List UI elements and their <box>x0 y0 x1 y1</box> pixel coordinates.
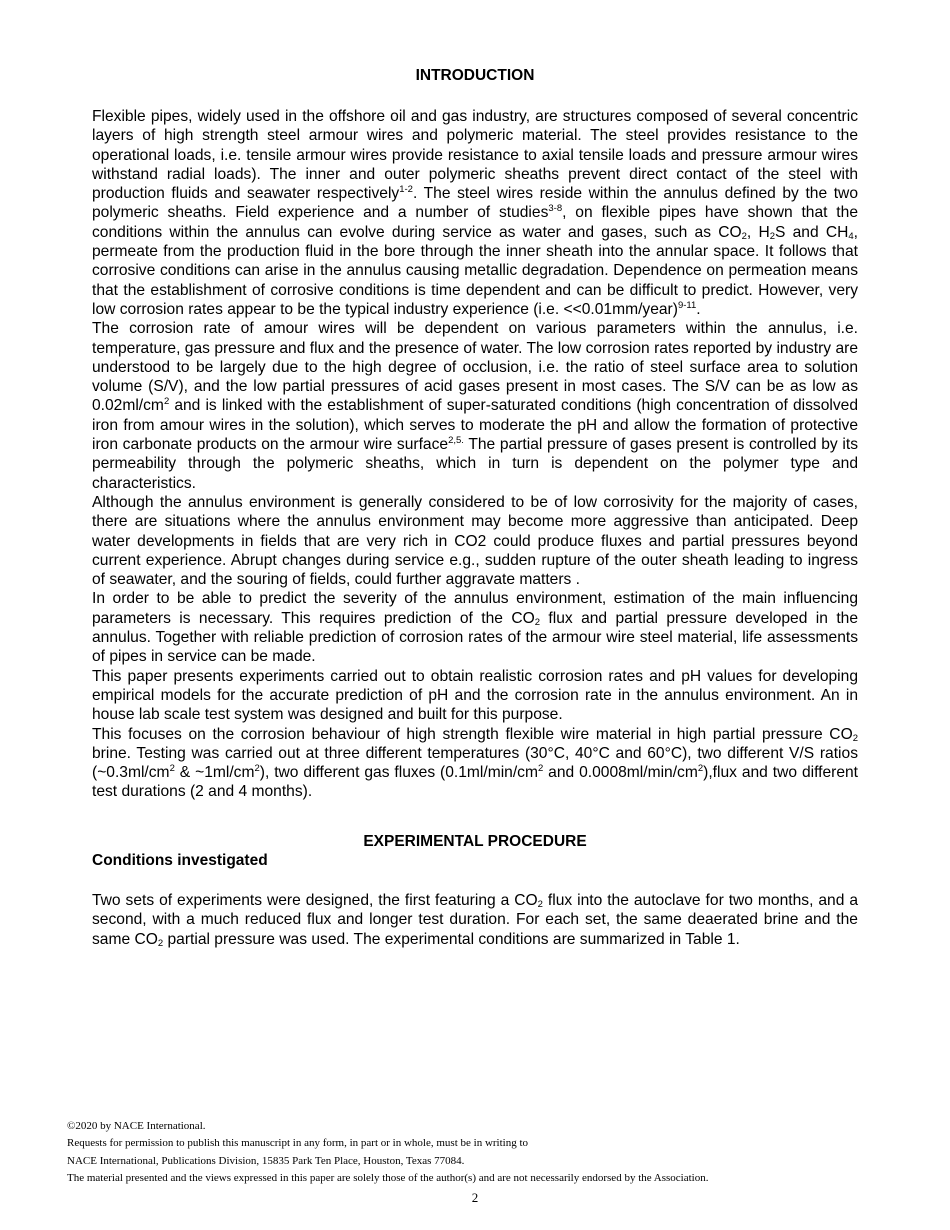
superscript: 2 <box>169 763 175 775</box>
introduction-heading: INTRODUCTION <box>415 67 535 84</box>
paragraph: Two sets of experiments were designed, the first featuring a $CO_2$ flux into the autoclave for two months, and a second, with a much reduced flux and longer test duration. For each set, the same deaerated brine and the same $CO_2$ partial pressure was used. The experimental conditions are summarized in Table 1. <box>92 892 858 949</box>
subscript: 2 <box>534 616 541 628</box>
superscript: 2 <box>697 763 704 775</box>
subscript: 2 <box>852 732 858 744</box>
paragraph: In order to be able to predict the severity of the annulus environment, estimation of the main influencing parameters is necessary. This requires prediction of the $CO_2$ flux and partial pressure developed in the annulus. Together with reliable prediction of corrosion rates of the armour wire steel material, life assessments of pipes in service can be made. <box>92 590 858 666</box>
subscript: 2 <box>537 899 543 910</box>
superscript: 1-2 <box>399 184 413 196</box>
conditions-subheading: Conditions investigated <box>92 852 268 869</box>
introduction-body <box>92 107 858 802</box>
subscript: 2 <box>741 230 747 242</box>
page-number: 2 <box>471 1190 479 1205</box>
paragraph: Although the annulus environment is generally considered to be of low corrosivity for the majority of cases, there are situations where the annulus environment may become more aggressive than anticipated. Deep water developments in fields that are very rich in CO2 could produce fluxes and partial pressures beyond current experience. Abrupt changes during service e.g., sudden rupture of the outer sheath leading to ingress of seawater, and the souring of fields, could further aggravate matters . <box>92 493 858 589</box>
subscript: 2 <box>769 230 776 242</box>
footer-address: NACE International, Publications Division, 15835 Park Ten Place, Houston, Texas 77084. <box>67 1154 465 1167</box>
superscript: 2,5. <box>448 435 464 447</box>
experimental-body <box>92 891 858 949</box>
footer-disclaimer: The material presented and the views expressed in this paper are solely those of the author(s) and are not necessarily endorsed by the Association. <box>67 1171 709 1184</box>
paragraph: This paper presents experiments carried out to obtain realistic corrosion rates and pH values for developing empirical models for the accurate prediction of pH and the corrosion rate in the annulus environment. An in house lab scale test system was designed and built for this purpose. <box>92 667 858 724</box>
footer-permission: Requests for permission to publish this manuscript in any form, in part or in whole, must be in writing to <box>67 1137 529 1150</box>
paragraph: This focuses on the corrosion behaviour of high strength flexible wire material in high partial pressure $CO_2$ brine. Testing was carried out at three different temperatures (30°C, 40°C and 60°C), two different V/S ratios ($\sim 0.3ml/cm^2$ & $\sim 1ml/cm^2$), two different gas fluxes ($0.1ml/\min/cm^2$ and $0.0008ml/\min/cm^2),flux$ and two different test durations (2 and 4 months). <box>92 725 859 801</box>
paragraph: Flexible pipes, widely used in the offshore oil and gas industry, are structures composed of several concentric layers of high strength steel armour wires and polymeric material. The steel provides resistance to the operational loads, i.e. tensile armour wires provide resistance to axial tensile loads and pressure armour wires withstand radial loads). The inner and outer polymeric sheaths prevent direct contact of the steel with production fluids and seawater respectively$^{1-2}$. The steel wires reside within the annulus defined by the two polymeric sheaths. Field experience and a number of studies$^{3-8}$, on flexible pipes have shown that the conditions within the annulus can evolve during service as water and gases, such as $CO_2$, $H_2S$ and $CH_4$, permeate from the production fluid in the bore through the inner sheath into the annular space. It follows that corrosive conditions can arise in the annulus causing metallic degradation. Dependence on permeation means that the establishment of corrosive conditions is time dependent and can be difficult to predict. However, very low corrosion rates appear to be the typical industry experience (i.e. <<0.01mm/year)$^{9-11}$. <box>92 108 859 318</box>
subscript: 2 <box>157 937 164 949</box>
footer <box>67 1118 887 1187</box>
superscript: 9-11 <box>677 299 697 311</box>
paragraph: The corrosion rate of amour wires will be dependent on various parameters within the annulus, i.e. temperature, gas pressure and flux and the presence of water. The low corrosion rates reported by industry are understood to be largely due to the high degree of occlusion, i.e. the ratio of steel surface area to solution volume (S/V), and the low partial pressures of acid gases present in most cases. The S/V can be as low as $0.02ml/cm^2$ and is linked with the establishment of super-saturated conditions (high concentration of dissolved iron from amour wires in the solution), which serves to moderate the pH and allow the formation of protective iron carbonate products on the armour wire surface$^{2,5.}$ The partial pressure of gases present is controlled by its permeability through the polymeric sheaths, which in turn is dependent on the polymer type and characteristics. <box>92 320 858 492</box>
superscript: 2 <box>537 763 544 775</box>
footer-copyright: ©2020 by NACE International. <box>67 1120 206 1132</box>
superscript: 2 <box>163 396 170 408</box>
subscript: 4 <box>848 230 854 242</box>
superscript: 3-8 <box>548 203 563 215</box>
experimental-heading: EXPERIMENTAL PROCEDURE <box>363 833 587 850</box>
superscript: 2 <box>254 763 260 775</box>
